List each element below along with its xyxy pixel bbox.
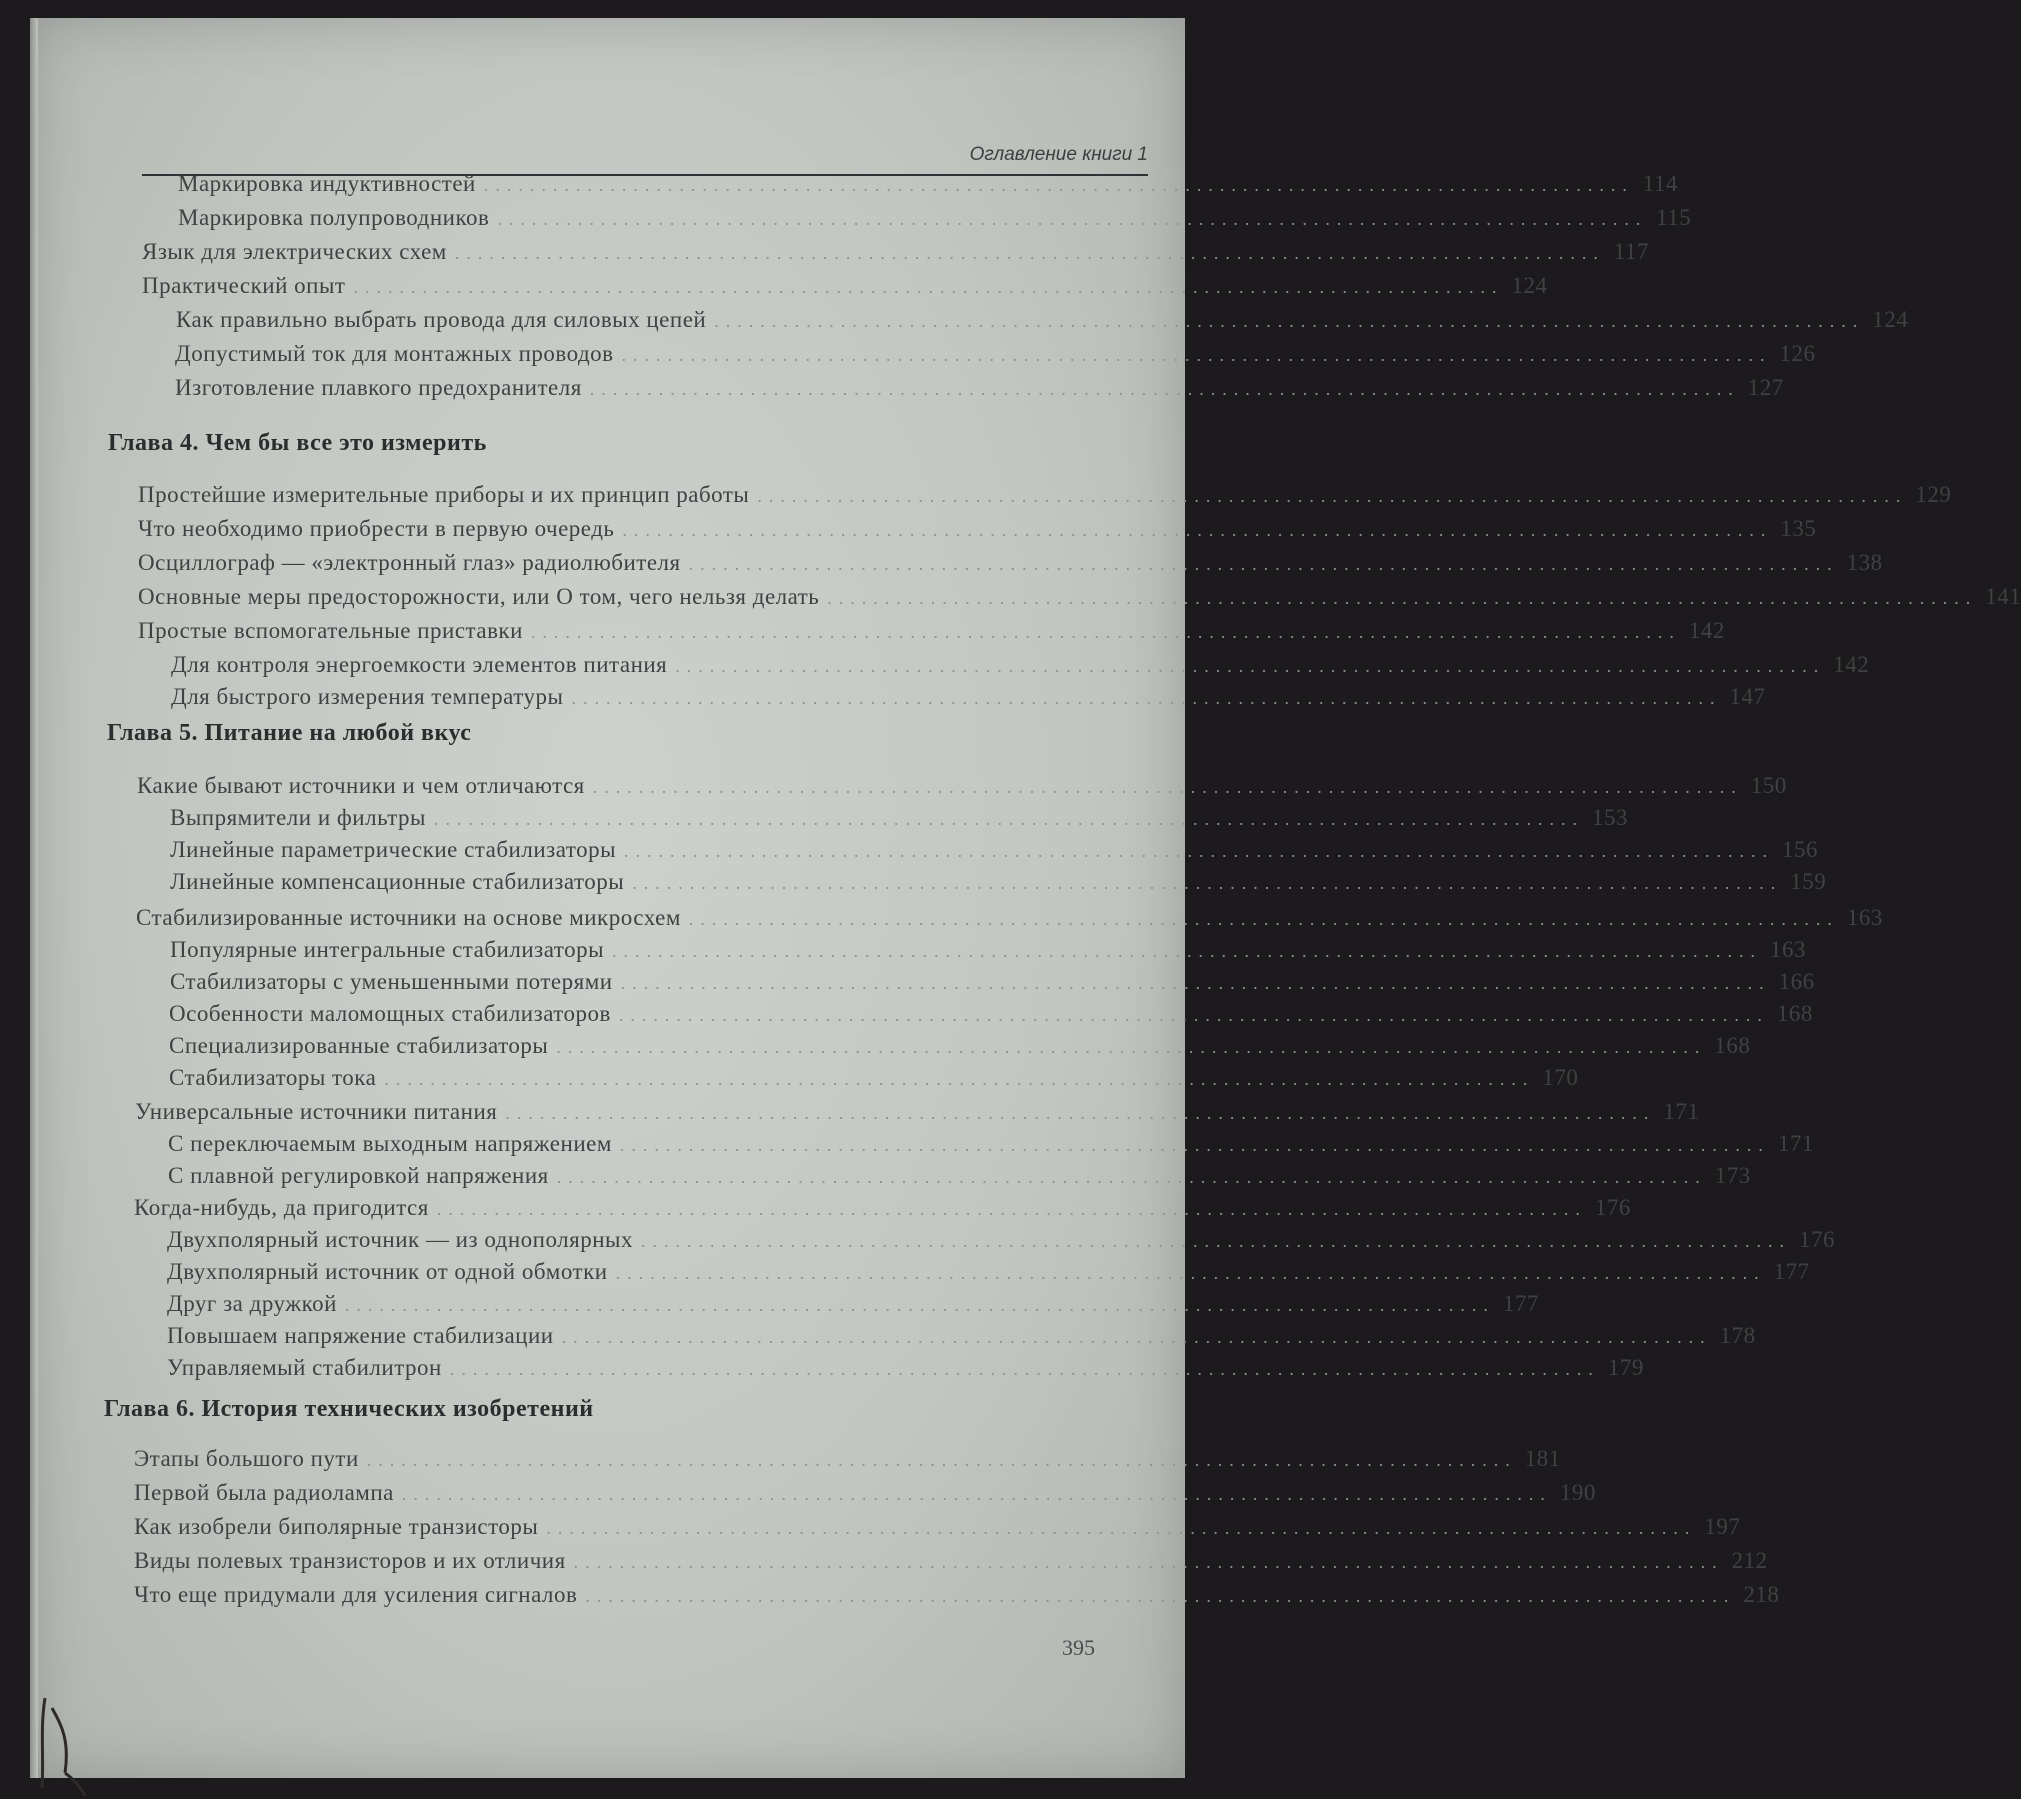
entry-page: 156 xyxy=(1782,837,1819,862)
leader-dots: .................................................................................................... xyxy=(618,1005,1769,1025)
toc-entry xyxy=(175,341,1816,371)
leader-dots: .................................................................................................... xyxy=(615,1263,1766,1283)
entry-label: Простейшие измерительные приборы и их принцип работы xyxy=(138,482,750,507)
entry-label: Двухполярный источник — из однополярных xyxy=(167,1227,633,1252)
toc-entry xyxy=(134,1446,1561,1476)
leader-dots: .................................................................................................... xyxy=(619,1135,1770,1155)
entry-label: Основные меры предосторожности, или О том, чего нельзя делать xyxy=(138,584,820,609)
entry-label: Маркировка индуктивностей xyxy=(178,171,476,196)
toc-entry xyxy=(175,375,1784,405)
entry-label: Этапы большого пути xyxy=(134,1446,359,1471)
entry-page: 176 xyxy=(1799,1227,1835,1252)
toc-entry xyxy=(134,1582,1780,1612)
entry-label: Линейные параметрические стабилизаторы xyxy=(170,837,617,862)
entry-label: Популярные интегральные стабилизаторы xyxy=(170,937,605,962)
toc-entry xyxy=(169,1001,1813,1031)
entry-page: 117 xyxy=(1613,239,1649,264)
entry-page: 124 xyxy=(1511,273,1548,298)
leader-dots: .................................................................................................... xyxy=(556,1037,1707,1057)
entry-label: Особенности маломощных стабилизаторов xyxy=(169,1001,611,1026)
entry-page: 173 xyxy=(1714,1163,1751,1188)
entry-label: Выпрямители и фильтры xyxy=(170,805,426,830)
toc-entry xyxy=(134,1514,1741,1544)
toc-entry xyxy=(138,584,2021,614)
leader-dots: .................................................................................................... xyxy=(827,588,1978,608)
entry-page: 168 xyxy=(1776,1001,1813,1026)
leader-dots: .................................................................................................... xyxy=(573,1552,1724,1572)
toc-entry xyxy=(168,1163,1751,1193)
entry-label: Что еще придумали для усиления сигналов xyxy=(134,1582,578,1607)
toc-entry xyxy=(170,969,1815,999)
entry-page: 142 xyxy=(1688,618,1725,643)
leader-dots: .................................................................................................... xyxy=(434,809,1584,829)
leader-dots: .................................................................................................... xyxy=(497,209,1648,229)
entry-label: Практический опыт xyxy=(142,273,346,298)
entry-page: 129 xyxy=(1915,482,1952,507)
leader-dots: .................................................................................................... xyxy=(585,1586,1736,1606)
entry-page: 127 xyxy=(1747,375,1784,400)
entry-page: 177 xyxy=(1773,1259,1810,1284)
entry-label: Двухполярный источник от одной обмотки xyxy=(167,1259,608,1284)
leader-dots: .................................................................................................... xyxy=(530,622,1681,642)
leader-dots: .................................................................................................... xyxy=(621,345,1772,365)
entry-page: 159 xyxy=(1790,869,1827,894)
leader-dots: .................................................................................................... xyxy=(688,554,1839,574)
entry-page: 141 xyxy=(1985,584,2021,609)
leader-dots: .................................................................................................... xyxy=(449,1359,1600,1379)
leader-dots: .................................................................................................... xyxy=(436,1199,1587,1219)
entry-label: Первой была радиолампа xyxy=(134,1480,394,1505)
leader-dots: .................................................................................................... xyxy=(483,175,1634,195)
leader-dots: .................................................................................................... xyxy=(401,1484,1552,1504)
toc-entry xyxy=(138,618,1725,648)
toc-entry xyxy=(135,1099,1700,1129)
leader-dots: .................................................................................................... xyxy=(612,941,1763,961)
toc-entry xyxy=(170,869,1827,899)
chapter-heading: Глава 4. Чем бы все это измерить xyxy=(108,430,487,456)
toc-entry xyxy=(138,482,1952,512)
entry-page: 135 xyxy=(1780,516,1817,541)
chapter-heading: Глава 5. Питание на любой вкус xyxy=(107,720,472,746)
toc-entry xyxy=(137,773,1787,803)
entry-label: Виды полевых транзисторов и их отличия xyxy=(134,1548,566,1573)
entry-page: 153 xyxy=(1592,805,1628,830)
entry-page: 177 xyxy=(1502,1291,1539,1316)
leader-dots: .................................................................................................... xyxy=(454,243,1605,263)
entry-label: Допустимый ток для монтажных проводов xyxy=(175,341,614,366)
toc-entry xyxy=(178,171,1678,201)
entry-page: 178 xyxy=(1719,1323,1756,1348)
toc-entry xyxy=(178,205,1692,235)
entry-label: Стабилизированные источники на основе микросхем xyxy=(136,905,681,930)
leader-dots: .................................................................................................... xyxy=(714,311,1865,331)
entry-label: Повышаем напряжение стабилизации xyxy=(167,1323,554,1348)
leader-dots: .................................................................................................... xyxy=(366,1450,1517,1470)
entry-page: 170 xyxy=(1542,1065,1579,1090)
entry-label: Язык для электрических схем xyxy=(142,239,447,264)
toc-entry xyxy=(167,1323,1756,1353)
entry-page: 218 xyxy=(1743,1582,1780,1607)
toc-entry xyxy=(170,837,1819,867)
entry-label: С плавной регулировкой напряжения xyxy=(168,1163,549,1188)
entry-label: Что необходимо приобрести в первую очередь xyxy=(138,516,615,541)
entry-page: 171 xyxy=(1663,1099,1700,1124)
entry-label: Как изобрели биполярные транзисторы xyxy=(134,1514,539,1539)
toc-entry xyxy=(170,805,1628,835)
entry-label: Когда-нибудь, да пригодится xyxy=(134,1195,429,1220)
leader-dots: .................................................................................................... xyxy=(561,1327,1712,1347)
toc-entry xyxy=(171,684,1766,714)
entry-label: Для быстрого измерения температуры xyxy=(171,684,564,709)
entry-page: 197 xyxy=(1704,1514,1741,1539)
entry-label: Маркировка полупроводников xyxy=(178,205,490,230)
entry-page: 171 xyxy=(1777,1131,1814,1156)
toc-entry xyxy=(167,1227,1835,1257)
toc-entry xyxy=(134,1480,1596,1510)
entry-page: 114 xyxy=(1642,171,1678,196)
toc-entry xyxy=(134,1548,1768,1578)
entry-label: Для контроля энергоемкости элементов питания xyxy=(171,652,668,677)
entry-label: Стабилизаторы тока xyxy=(169,1065,377,1090)
entry-label: Осциллограф — «электронный глаз» радиолюбителя xyxy=(138,550,681,575)
entry-label: Какие бывают источники и чем отличаются xyxy=(137,773,585,798)
leader-dots: .................................................................................................... xyxy=(505,1103,1656,1123)
toc-entry xyxy=(134,1195,1631,1225)
leader-dots: .................................................................................................... xyxy=(384,1069,1535,1089)
entry-page: 138 xyxy=(1846,550,1883,575)
entry-label: Простые вспомогательные приставки xyxy=(138,618,523,643)
book-page xyxy=(30,18,2021,1778)
entry-label: Друг за дружкой xyxy=(167,1291,337,1316)
header-title: Оглавление книги 1 xyxy=(969,144,1148,165)
entry-label: Как правильно выбрать провода для силовых цепей xyxy=(176,307,707,332)
toc-entry xyxy=(167,1259,1810,1289)
entry-page: 176 xyxy=(1594,1195,1631,1220)
toc-entry xyxy=(138,516,1817,546)
leader-dots: .................................................................................................... xyxy=(344,1295,1495,1315)
entry-page: 212 xyxy=(1731,1548,1768,1573)
toc-entry xyxy=(169,1065,1579,1095)
toc-entry xyxy=(171,652,1870,682)
leader-dots: .................................................................................................... xyxy=(592,777,1743,797)
entry-page: 168 xyxy=(1714,1033,1751,1058)
entry-page: 190 xyxy=(1559,1480,1596,1505)
entry-page: 126 xyxy=(1779,341,1816,366)
entry-label: Стабилизаторы с уменьшенными потерями xyxy=(170,969,613,994)
toc-entry xyxy=(168,1131,1814,1161)
entry-label: Линейные компенсационные стабилизаторы xyxy=(170,869,625,894)
leader-dots: .................................................................................................... xyxy=(589,379,1740,399)
table-of-contents xyxy=(30,18,2021,1778)
entry-page: 115 xyxy=(1656,205,1692,230)
entry-label: Специализированные стабилизаторы xyxy=(169,1033,549,1058)
entry-page: 150 xyxy=(1750,773,1787,798)
toc-entry xyxy=(167,1355,1644,1385)
page-number: 395 xyxy=(1062,1635,1095,1660)
leader-dots: .................................................................................................... xyxy=(546,1518,1697,1538)
entry-page: 142 xyxy=(1833,652,1870,677)
entry-page: 179 xyxy=(1607,1355,1644,1380)
handwritten-mark xyxy=(30,1678,110,1798)
toc-entry xyxy=(142,239,1649,269)
leader-dots: .................................................................................................... xyxy=(353,277,1504,297)
entry-label: Управляемый стабилитрон xyxy=(167,1355,442,1380)
entry-page: 163 xyxy=(1770,937,1807,962)
leader-dots: .................................................................................................... xyxy=(688,909,1839,929)
toc-entry xyxy=(167,1291,1539,1321)
entry-label: С переключаемым выходным напряжением xyxy=(168,1131,612,1156)
leader-dots: .................................................................................................... xyxy=(675,656,1826,676)
leader-dots: .................................................................................................... xyxy=(620,973,1771,993)
leader-dots: .................................................................................................... xyxy=(632,873,1783,893)
toc-entry xyxy=(170,937,1807,967)
entry-page: 124 xyxy=(1872,307,1909,332)
leader-dots: .................................................................................................... xyxy=(624,841,1775,861)
entry-label: Изготовление плавкого предохранителя xyxy=(175,375,582,400)
leader-dots: .................................................................................................... xyxy=(571,688,1722,708)
entry-page: 181 xyxy=(1524,1446,1561,1471)
toc-entry xyxy=(142,273,1548,303)
toc-entry xyxy=(176,307,1909,337)
leader-dots: .................................................................................................... xyxy=(757,486,1908,506)
leader-dots: .................................................................................................... xyxy=(556,1167,1707,1187)
entry-page: 163 xyxy=(1846,905,1883,930)
entry-page: 166 xyxy=(1778,969,1815,994)
chapter-heading: Глава 6. История технических изобретений xyxy=(104,1396,594,1422)
toc-entry xyxy=(169,1033,1751,1063)
toc-entry xyxy=(136,905,1883,935)
leader-dots: .................................................................................................... xyxy=(622,520,1773,540)
leader-dots: .................................................................................................... xyxy=(641,1231,1791,1251)
toc-entry xyxy=(138,550,1883,580)
entry-page: 147 xyxy=(1729,684,1766,709)
entry-label: Универсальные источники питания xyxy=(135,1099,498,1124)
